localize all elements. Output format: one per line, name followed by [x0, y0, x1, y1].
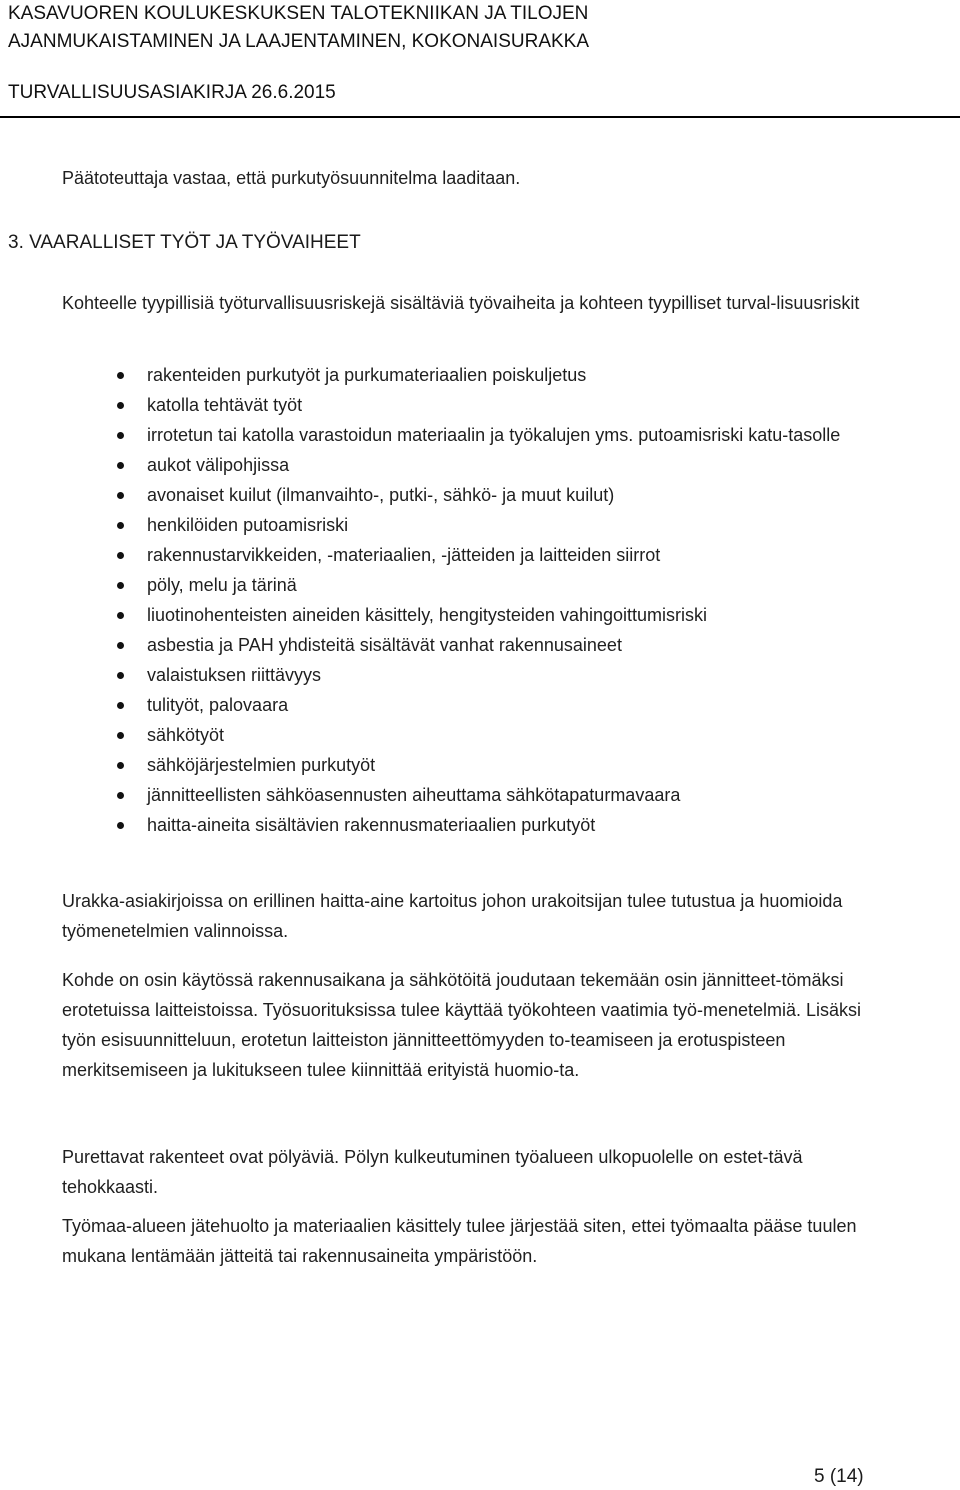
hazard-list-item-text: aukot välipohjissa [147, 455, 290, 475]
header-divider [0, 116, 960, 118]
hazard-list-item [0, 780, 867, 810]
hazard-list-item-text: haitta-aineita sisältävien rakennusmateriaalien purkutyöt [147, 815, 596, 835]
bullet-icon [117, 792, 124, 799]
paragraph-waste-management: Työmaa-alueen jätehuolto ja materiaalien käsittely tulee järjestää siten, ettei työmaalta pääse tuulen mukana lentämään jätteitä tai rakennusaineita ympäristöön. [62, 1216, 857, 1266]
hazard-list-item [0, 720, 867, 750]
bullet-icon [117, 582, 124, 589]
bullet-icon [117, 612, 124, 619]
hazard-list-item-text: valaistuksen riittävyys [147, 665, 322, 685]
hazard-list-item-text: sähkötyöt [147, 725, 225, 745]
bullet-icon [117, 492, 124, 499]
bullet-icon [117, 462, 124, 469]
hazard-list-item [0, 360, 867, 390]
bullet-icon [117, 732, 124, 739]
header-title-line-2: AJANMUKAISTAMINEN JA LAAJENTAMINEN, KOKONAISURAKKA [8, 31, 590, 52]
paragraph-electrical-work: Kohde on osin käytössä rakennusaikana ja sähkötöitä joudutaan tekemään osin jännitteet-tömäksi erotetuissa laitteistoissa. Työsuorituksissa tulee käyttää työkohteen vaatimia työ-menetelmiä. Lisäksi työn esisuunnitteluun, erotetun laitteiston jännitteettömyyden to-teamiseen ja erotuspisteen merkitsemiseen ja lukitukseen tulee kiinnittää erityistä huomio-ta. [62, 970, 862, 1080]
bullet-icon [117, 762, 124, 769]
paragraph-hazardous-materials: Urakka-asiakirjoissa on erillinen haitta-aine kartoitus johon urakoitsijan tulee tutustua ja huomioida työmenetelmien valinnoissa. [62, 891, 843, 941]
hazard-list-item [0, 540, 867, 570]
document-header [8, 0, 958, 107]
header-title-line-1: KASAVUOREN KOULUKESKUKSEN TALOTEKNIIKAN JA TILOJEN [8, 3, 589, 24]
hazard-list-item [0, 630, 867, 660]
intro-paragraph: Päätoteuttaja vastaa, että purkutyösuunnitelma laaditaan. [62, 168, 521, 188]
bullet-icon [117, 822, 124, 829]
hazard-list-item [0, 570, 867, 600]
bullet-icon [117, 552, 124, 559]
hazard-list-item-text: katolla tehtävät työt [147, 395, 303, 415]
bullet-icon [117, 522, 124, 529]
hazard-list-item [0, 390, 867, 420]
hazard-list-item [0, 690, 867, 720]
hazard-list-item [0, 480, 867, 510]
hazard-list-item-text: asbestia ja PAH yhdisteitä sisältävät vanhat rakennusaineet [147, 635, 622, 655]
paragraph-dust: Purettavat rakenteet ovat pölyäviä. Pölyn kulkeutuminen työalueen ulkopuolelle on estet-tävä tehokkaasti. [62, 1147, 803, 1197]
section-heading: 3. VAARALLISET TYÖT JA TYÖVAIHEET [8, 232, 361, 253]
hazard-list-item [0, 660, 867, 690]
hazard-list-item-text: jännitteellisten sähköasennusten aiheuttama sähkötapaturmavaara [147, 785, 681, 805]
hazard-list-item-text: sähköjärjestelmien purkutyöt [147, 755, 376, 775]
hazard-list-item-text: avonaiset kuilut (ilmanvaihto-, putki-, sähkö- ja muut kuilut) [147, 485, 615, 505]
hazard-list-item [0, 510, 867, 540]
hazard-list-item-text: rakenteiden purkutyöt ja purkumateriaalien poiskuljetus [147, 365, 587, 385]
bullet-icon [117, 702, 124, 709]
bullet-icon [117, 372, 124, 379]
bullet-icon [117, 672, 124, 679]
hazard-list-item-text: liuotinohenteisten aineiden käsittely, hengitysteiden vahingoittumisriski [147, 605, 707, 625]
header-document-name: TURVALLISUUSASIAKIRJA 26.6.2015 [8, 82, 336, 103]
hazard-list-item-text: rakennustarvikkeiden, -materiaalien, -jätteiden ja laitteiden siirrot [147, 545, 661, 565]
hazard-list-item-text: tulityöt, palovaara [147, 695, 289, 715]
hazard-list-item [0, 420, 867, 450]
bullet-icon [117, 402, 124, 409]
hazard-list-item-text: irrotetun tai katolla varastoidun materiaalin ja työkalujen yms. putoamisriski katu-tasolle [147, 425, 841, 445]
bullet-icon [117, 432, 124, 439]
hazard-list-item [0, 600, 867, 630]
hazard-list-item [0, 810, 867, 840]
hazard-list-item [0, 750, 867, 780]
hazard-list-item [0, 450, 867, 480]
hazard-list [0, 360, 960, 840]
section-lead-paragraph: Kohteelle tyypillisiä työturvallisuusriskejä sisältäviä työvaiheita ja kohteen tyypilliset turval-lisuusriskit [62, 293, 860, 313]
hazard-list-item-text: henkilöiden putoamisriski [147, 515, 349, 535]
hazard-list-item-text: pöly, melu ja tärinä [147, 575, 297, 595]
page-number: 5 (14) [814, 1466, 864, 1487]
bullet-icon [117, 642, 124, 649]
